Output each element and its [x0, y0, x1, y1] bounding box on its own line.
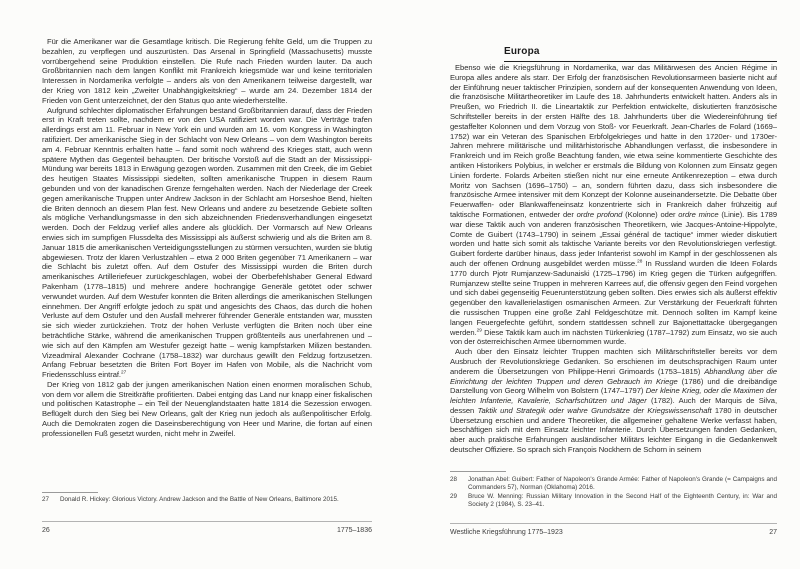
- text-segment: Taktik und Strategik oder wahre Grundsätze der Kriegswissenschaft: [477, 405, 712, 415]
- footnote: [450, 476, 777, 492]
- footnote-number: 29: [450, 493, 458, 500]
- paragraph: [450, 63, 777, 347]
- footnote-text: Donald R. Hickey: Glorious Victory. Andrew Jackson and the Battle of New Orleans, Baltimore 2015.: [60, 496, 339, 503]
- left-running-range: 1775–1836: [336, 527, 372, 534]
- footnote-marker: 28: [637, 258, 643, 264]
- text-segment: Für die Amerikaner war die Gesamtlage kritisch. Die Regierung fehlte Geld, um die Truppen zu bezahlen, zu verpflegen und auszurüsten. Das Arsenal in Springfield (Massachusetts) musste vorrübergehend seine Produktion einstellen. Die Rufe nach Frieden wurden lauter. Da auch Großbritannien nach dem langen Konflikt mit Frankreich kriegsmüde war und keine territorialen Interessen in Nordamerika verfolgte – anders als von den Amerikanern teilweise dargestellt, war der Krieg von 1812 kein „Zweiter Unabhängigkeitskrieg“ – wurde am 24. Dezember 1814 der Frieden von Gent unterzeichnet, der den Status quo ante wiederherstellte.: [42, 37, 372, 105]
- right-footnote-separator: [450, 471, 506, 472]
- text-segment: (1782). Auch der Marquis de Silva, dessen: [450, 396, 777, 415]
- left-page-footnotes: [42, 496, 372, 505]
- footnote-marker: 29: [476, 326, 482, 332]
- paragraph: [42, 380, 372, 439]
- paragraph: [42, 106, 372, 380]
- footnote: [42, 496, 372, 504]
- paragraph: [42, 37, 372, 106]
- section-heading: Europa: [504, 46, 540, 57]
- right-page-footer: [450, 529, 777, 536]
- left-page-body: [42, 37, 372, 489]
- footnote-marker: 27: [121, 369, 127, 375]
- footnote-text: Bruce W. Menning: Russian Military Innovation in the Second Half of the Eighteenth Century, in: War and Society 2 (1984), S. 23–41.: [468, 493, 777, 508]
- footnote: [450, 493, 777, 509]
- left-page-footer: [42, 527, 372, 534]
- footnote-number: 28: [450, 476, 458, 483]
- right-page-footnotes: [450, 476, 777, 510]
- text-segment: Der kleine Krieg, oder die Maximen der leichten Infanterie, Kavalerie, Scharfschützen und Jäger: [450, 386, 777, 406]
- text-segment: 1780 in deutscher Übersetzung erschien und andere Theoretiker, die allgemeiner gehaltene Werke verfasst haben, beschäftigen sich mit dem Einsatz leichter Infanterie. Durch Übersetzungen fanden Gedanken, aber auch praktische Erfahrungen ausländischer Militärs leichter Eingang in die Gedankenwelt deutscher Offiziere. So sprach sich François Nockhern de Schorn in seinem: [450, 405, 777, 455]
- text-segment: Ebenso wie die Kriegsführung in Nordamerika, war das Militärwesen des Ancien Régime in Europa alles andere als starr. Der Erfolg der französischen Revolutionsarmeen basierte nicht auf der Einführung neuer taktischer Prinzipien, sondern auf der konsequenten Anwendung von Ideen, die französische Militärtheoretiker im Laufe des 18. Jahrhunderts entwickelt hatten. Anders als in Preußen, wo Friedrich II. die Lineartaktik zur Perfektion entwickelte, diskutierten französische Schriftsteller bereits in der ersten Hälfte des 18. Jahrhunderts über die Wiedereinführung tief gestaffelter Kolonnen und dem Vorzug von Stoß- vor Feuerkraft. Jean-Charles de Folard (1669–1752) war ein Veteran des Spanischen Erbfolgekrieges und hatte in den 1720er- und 1730er-Jahren mehrere militärische und militärhistorische Abhandlungen verfasst, die insbesondere in Frankreich und im Reich große Beachtung fanden, wie etwa seine kommentierte Geschichte des antiken Historikers Polybius, in welcher er erstmals die Bildung von Kolonnen zum Einsatz gegen Linien forderte. Folards Arbeiten stießen nicht nur eine erneute Antikenrezeption – etwa durch Moritz von Sachsen (1696–1750) – an, sondern führten dazu, dass sich insbesondere die französische Armee intensiver mit dem Konzept der Kolonne auseinandersetzte. Die Debatte über Feuerwaffen- oder Blankwaffeneinsatz konzentrierte sich in Frankreich daher frühzeitig auf taktische Formationen, entweder der: [450, 63, 777, 219]
- text-segment: ordre profond: [576, 209, 623, 219]
- footnote-number: 27: [42, 496, 50, 503]
- text-segment: Der Krieg von 1812 gab der jungen amerikanischen Nation einen enormen moralischen Schub, von dem vor allem die Streitkräfte profitierten. Dabei entging das Land nur knapp einer fiskalischen und politischen Katastrophe – ein Teil der Neuenglandstaaten hatte 1814 die Sezession erwogen. Beflügelt durch den Sieg bei New Orleans, galt der Krieg nun jedoch als außenpolitischer Erfolg. Auch die Demokraten zogen die Daseinsberechtigung von Heer und Marine, die fortan auf einen professionellen Fuß gesetzt wurden, nicht mehr in Zweifel.: [42, 379, 372, 438]
- right-page-number: 27: [769, 529, 777, 536]
- left-footer-rule: [42, 521, 372, 522]
- left-footnote-separator: [42, 492, 98, 493]
- text-segment: Diese Taktik kam auch im nächsten Türkenkrieg (1787–1792) zum Einsatz, wo sie auch von der österreichischen Armee übernommen wurde.: [450, 327, 777, 347]
- footnote-text: Jonathan Abel: Guibert: Father of Napoleon's Grande Armée: Father of Napoleon's Grande (= Campaigns and Commanders 57), Norman (Oklahoma) 2016.: [468, 476, 777, 491]
- text-segment: (1786) und die dreibändige Darstellung von Georg Wilhelm von Bolstern (1747–1797): [450, 376, 777, 396]
- text-segment: Abhandlung über die Einrichtung der leichten Truppen und deren Gebrauch im Kriege: [450, 366, 777, 386]
- paragraph: [450, 347, 777, 455]
- right-footer-rule: [450, 523, 777, 524]
- right-running-title: Westliche Kriegsführung 1775–1923: [450, 529, 563, 536]
- text-segment: Aufgrund schlechter diplomatischer Erfahrungen bestand Großbritannien darauf, dass der Frieden erst in Kraft treten sollte, nachdem er von den USA ratifiziert worden war. Die Verträge trafen allerdings erst am 11. Februar in New York ein und wurden am 16. vom Kongress in Washington ratifiziert. Der amerikanische Sieg in der Schlacht von New Orleans – von dem Washington bereits am 4. Februar Kenntnis erhalten hatte – fand somit noch während des Krieges statt, auch wenn spätere Mythen das Gegenteil behaupten. Der britische Vorstoß auf die Stadt an der Mississippi-Mündung war bereits 1813 in Erwägung gezogen worden. Zusammen mit den Creek, die im Gebiet des heutigen Staates Mississippi siedelten, sollten amerikanische Truppen in diesem Raum gebunden und von der kanadischen Grenze ferngehalten werden. Nach der Niederlage der Creek gegen amerikanische Truppen unter Andrew Jackson in der Schlacht am Horseshoe Bend, hielten die Briten dennoch an diesem Plan fest. New Orleans und andere zu besetzende Gebiete sollten als mögliche Verhandlungsmasse in den sich abzeichnenden Friedensverhandlungen eingesetzt werden. Doch der Feldzug verlief alles andere als glücklich. Der Vormarsch auf New Orleans erwies sich im sumpfigen Flussdelta des Mississippi als äußerst schwierig und als die Briten am 8. Januar 1815 die amerikanischen Verteidigungsstellungen zu stürmen versuchten, wurden sie blutig abgewiesen. Trotz der klaren Verlustzahlen – etwa 2 000 Briten gegenüber 71 Amerikanern – war die Schlacht bis zuletzt offen. Auf dem Ostufer des Mississippi wurden die Briten durch amerikanisches Artilleriefeuer zurückgeschlagen, wobei der Oberbefehlshaber General Edward Pakenham (1778–1815) und mehrere andere hochrangige Generäle getötet oder schwer verwundet wurden. Auf dem Westufer konnten die Briten allerdings die amerikanischen Stellungen einnehmen. Der Angriff erfolgte jedoch zu spät und angesichts des Chaos, das durch die hohen Verluste auf dem Ostufer und den Ausfall mehrerer führender Generäle entstanden war, mussten sie sich wieder zurückziehen. Trotz der hohen Verluste verfügten die Briten noch über eine beträchtliche Stärke, während die amerikanischen Truppen größtenteils aus unerfahrenen und – wie sich auf den Kämpfen am Westufer gezeigt hatte – wenig kampfstarken Milizen bestanden. Vizeadmiral Alexander Cochrane (1758–1832) war durchaus gewillt den Feldzug fortzusetzen. Anfang Februar besetzten die Briten Fort Boyer im Hafen von Mobile, als die Nachricht vom Friedensschluss eintraf.: [42, 105, 372, 380]
- left-page-number: 26: [42, 527, 50, 534]
- section-heading-rule: [504, 41, 777, 62]
- text-segment: (Linie). Bis 1789 war diese Taktik auch von anderen französischen Theoretikern, wie Jacques-Antoine-Hippolyte, Comte de Guibert (1743–1790) in seinem „Essai général de tactique“ immer wieder diskutiert worden und hatte sich somit als taktische Variante bereits vor den Revolutionskriegen verfestigt. Guibert forderte darüber hinaus, dass jeder Infanterist sowohl im Kampf in der geschlossenen als auch der offenen Ordnung ausgebildet werden müsse.: [450, 209, 777, 268]
- text-segment: (Kolonne) oder: [622, 209, 679, 219]
- right-page-body: [450, 63, 777, 467]
- section-heading-wrap: [450, 41, 777, 62]
- text-segment: Auch über den Einsatz leichter Truppen machten sich Militärschriftsteller bereits vor dem Ausbruch der Revolutionskriege Gedanken. So erschienen im deutschsprachigen Raum unter anderem die Übersetzungen von Philippe-Henri Grimoards (1753–1815): [450, 347, 777, 376]
- text-segment: In Russland wurden die Ideen Folards 1770 durch Pjotr Rumjanzew-Sadunaiski (1725–1796) im Krieg gegen die Türken aufgegriffen. Rumjanzew stellte seine Truppen in mehreren Karrees auf, die offensiv gegen den Feind vorgehen und sich dabei gegenseitig Feuerunterstützung geben sollten. Dies erwies sich als äußerst effektiv gegenüber den kavallerielastigen osmanischen Armeen. Zur Verstärkung der Feuerkraft führten die russischen Truppen eine große Zahl Feldgeschütze mit. Dennoch sollten im Kampf keine langen Feuergefechte geführt, sondern stattdessen schnell zur Bajonettattacke übergegangen werden.: [450, 258, 777, 337]
- text-segment: ordre mince: [678, 209, 719, 219]
